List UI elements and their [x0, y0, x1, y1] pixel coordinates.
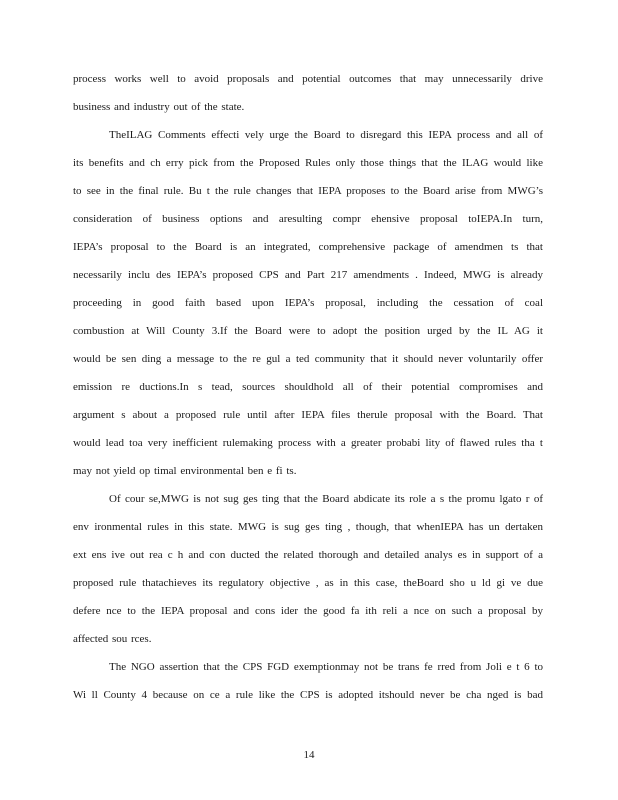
text-line: The NGO assertion that the CPS FGD exemptionmay not be trans fe rred from Joli e t 6 to [109, 661, 543, 673]
page-number: 14 [303, 749, 315, 761]
text-line: would lead toa very inefficient rulemaking process with a greater probabi lity of flawed rules tha t [73, 437, 543, 449]
text-line: emission re ductions.In s tead, sources shouldhold all of their potential compromises and [73, 381, 543, 393]
text-line: Wi ll County 4 because on ce a rule like the CPS is adopted itshould never be cha nged is bad [73, 689, 543, 701]
text-line: process works well to avoid proposals and potential outcomes that may unnecessarily drive [73, 73, 543, 85]
text-line: would be sen ding a message to the re gul a ted community that it should never voluntarily offer [73, 353, 543, 365]
text-line: TheILAG Comments effecti vely urge the Board to disregard this IEPA process and all of [109, 129, 543, 141]
text-line: affected sou rces. [73, 633, 152, 645]
text-line: proceeding in good faith based upon IEPA’s proposal, including the cessation of coal [73, 297, 543, 309]
text-line: necessarily inclu des IEPA’s proposed CPS and Part 217 amendments . Indeed, MWG is already [73, 269, 543, 281]
text-line: env ironmental rules in this state. MWG is sug ges ting , though, that whenIEPA has un dertaken [73, 521, 543, 533]
text-line: defere nce to the IEPA proposal and cons ider the good fa ith reli a nce on such a proposal by [73, 605, 543, 617]
text-line: to see in the final rule. Bu t the rule changes that IEPA proposes to the Board arise from MWG’s [73, 185, 543, 197]
text-line: its benefits and ch erry pick from the Proposed Rules only those things that the ILAG would like [73, 157, 543, 169]
text-line: Of cour se,MWG is not sug ges ting that the Board abdicate its role a s the promu lgato r of [109, 493, 543, 505]
text-line: proposed rule thatachieves its regulatory objective , as in this case, theBoard sho u ld gi ve due [73, 577, 543, 589]
text-line: may not yield op timal environmental ben e fi ts. [73, 465, 297, 477]
text-line: business and industry out of the state. [73, 101, 245, 113]
text-line: argument s about a proposed rule until after IEPA files therule proposal with the Board. That [73, 409, 543, 421]
text-line: ext ens ive out rea c h and con ducted the related thorough and detailed analys es in support of a [73, 549, 543, 561]
text-line: IEPA’s proposal to the Board is an integrated, comprehensive package of amendmen ts that [73, 241, 543, 253]
text-line: combustion at Will County 3.If the Board were to adopt the position urged by the IL AG it [73, 325, 543, 337]
text-line: consideration of business options and aresulting compr ehensive proposal toIEPA.In turn, [73, 213, 543, 225]
